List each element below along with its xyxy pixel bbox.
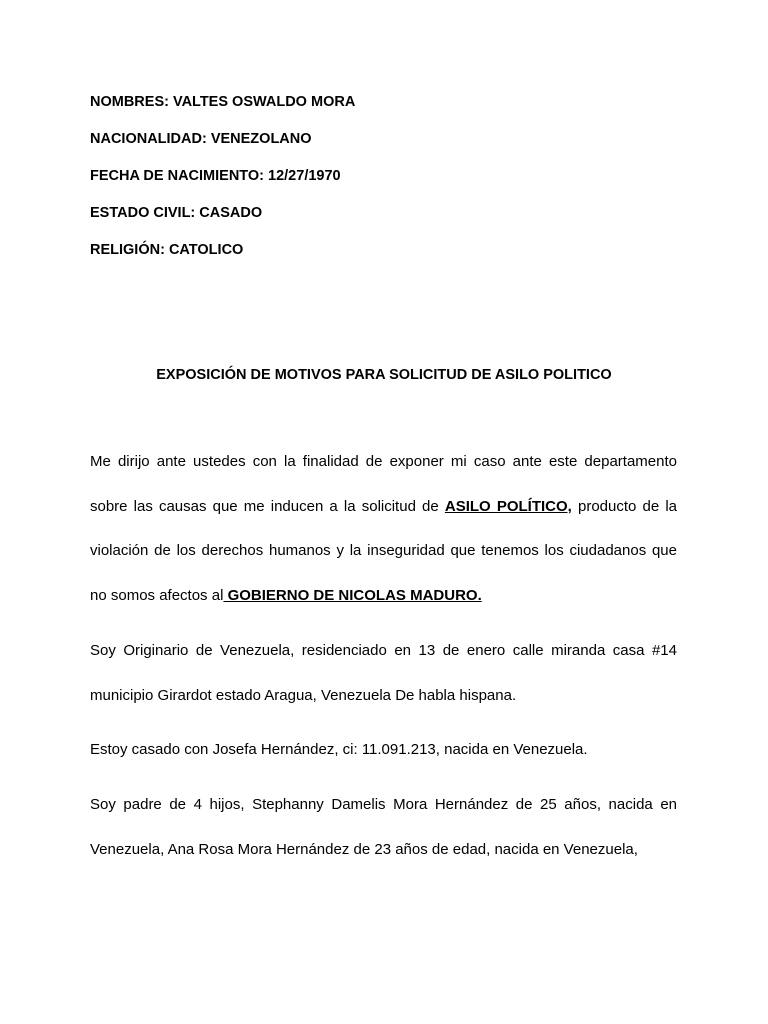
field-religion: RELIGIÓN: CATOLICO xyxy=(90,242,244,258)
field-nacionalidad: NACIONALIDAD: VENEZOLANO xyxy=(90,131,312,147)
paragraph-esposa: Estoy casado con Josefa Hernández, ci: 11.091.213, nacida en Venezuela. xyxy=(90,741,588,758)
field-estado-civil: ESTADO CIVIL: CASADO xyxy=(90,205,263,221)
asilo-politico-emphasis: ASILO POLÍTICO, xyxy=(444,497,572,515)
gobierno-emphasis: GOBIERNO DE NICOLAS MADURO. xyxy=(223,586,482,604)
document-title: EXPOSICIÓN DE MOTIVOS PARA SOLICITUD DE ASILO POLITICO xyxy=(156,367,612,383)
paragraph-origen: Soy Originario de Venezuela, residenciado en 13 de enero calle miranda casa #14 municipio Girardot estado Aragua, Venezuela De habla hispana. xyxy=(90,642,677,704)
paragraph-motivos-text-2: producto de la violación de los derechos humanos y la inseguridad que tenemos los ciudadanos que no somos afectos al xyxy=(90,497,677,604)
paragraph-motivos xyxy=(90,440,677,618)
paragraph-motivos-text-1: Me dirijo ante ustedes con la finalidad de exponer mi caso ante este departamento sobre las causas que me inducen a la solicitud de xyxy=(90,453,677,515)
field-nombres: NOMBRES: VALTES OSWALDO MORA xyxy=(90,94,356,110)
field-fecha-nacimiento: FECHA DE NACIMIENTO: 12/27/1970 xyxy=(90,168,341,184)
paragraph-hijos: Soy padre de 4 hijos, Stephanny Damelis Mora Hernández de 25 años, nacida en Venezuela, Ana Rosa Mora Hernández de 23 años de edad, nacida en Venezuela, xyxy=(90,796,677,858)
